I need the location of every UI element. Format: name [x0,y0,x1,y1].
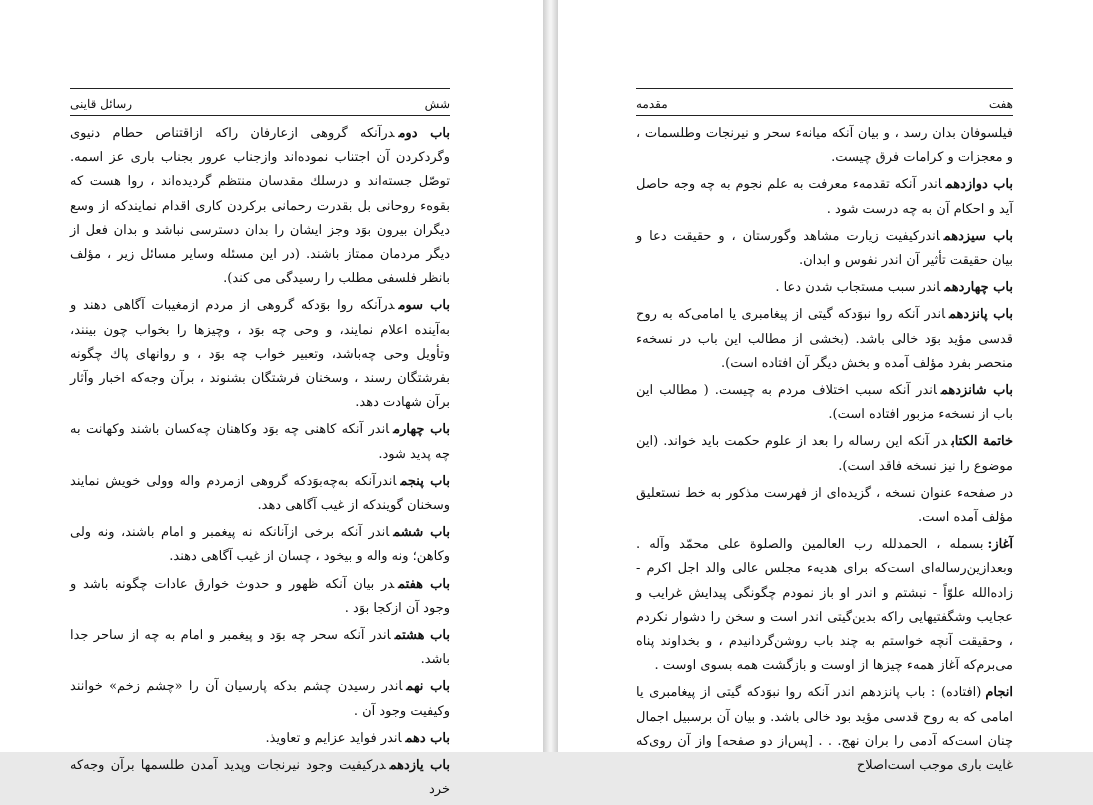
chapter-text: در بيان آنكه ظهور و حدوث خوارق عادات چگونه باشد و وجود آن ازكجا بوَد . [70,576,450,616]
chapter-heading: باب چهارم [393,422,450,438]
chapter-paragraph [70,573,450,621]
chapter-paragraph [70,624,450,672]
header-rule-top [70,88,450,89]
chapter-text: در صفحه‌ء عنوان نسخه ، گزيده‌اى از فهرست مذكور به خط نستعليق مؤلف آمده است. [636,485,1013,526]
chapter-paragraph [70,675,450,723]
header-rule-top [636,88,1013,89]
chapter-text: فيلسوفان بدان رسد ، و بيان آنكه ميانه‌ء سحر و نيرنجات وطلسمات ، و معجزات و كرامات فرق چيست. [636,126,1013,166]
left-page-body [70,122,450,805]
chapter-heading: باب هفتم [398,576,450,592]
right-page-header [636,86,1013,116]
chapter-heading: باب سوم [398,298,450,314]
chapter-heading: باب پانزدهم [949,307,1013,323]
chapter-text: اندر آنكه روا نبوَدكه گيتى از پيغامبرى يا امامى‌كه به روح قدسى مؤيد بوَد خالى باشد. (بخشى از مطالب اين باب در نسخه‌ء منحصر بفرد مؤلف آمده و بخش ديگر آن افتاده است). [636,307,1013,371]
chapter-text: اندر رسيدن چشم بدكه پارسيان آن را «چشم زخم» خوانند وكيفيت وجود آن . [70,679,450,719]
chapter-heading: باب شانزدهم [940,383,1013,399]
chapter-heading: آغاز: [987,537,1013,553]
right-page [558,0,1093,774]
chapter-heading: باب ششم [393,525,450,541]
chapter-heading: باب نهم [406,679,450,695]
chapter-paragraph [70,122,450,291]
chapter-text: اندر فوايد عزايم و تعاويذ. [265,730,402,746]
chapter-heading: باب هشتم [394,628,450,644]
right-page-body [636,122,1013,781]
chapter-paragraph [636,533,1013,678]
chapter-heading: باب دوازدهم [945,177,1013,193]
right-page-number: هفت [988,97,1013,111]
chapter-text: اندركيفيت زيارت مشاهد وگورستان ، و حقيقت دعا و بيان حقيقت تأثير آن اندر نفوس و ابدان. [636,228,1013,269]
chapter-paragraph [636,122,1013,170]
chapter-heading: باب پنجم [400,473,450,489]
chapter-paragraph [636,379,1013,427]
chapter-heading: باب يازدهم [389,758,450,774]
chapter-paragraph [70,418,450,466]
left-page [0,0,543,798]
chapter-heading: باب دهم [405,730,450,746]
chapter-paragraph [636,303,1013,376]
chapter-heading: باب چهاردهم [944,280,1013,296]
chapter-text: اندر آنكه تقدمه‌ء معرفت به علم نجوم به چه وجه حاصل آيد و احكام آن به چه درست شود . [636,177,1013,217]
chapter-text: در آنكه اين رساله را بعد از علوم حكمت بايد خواند. (اين موضوع را نيز نسخه فاقد است). [636,434,1013,474]
chapter-text: اندر آنكه سحر چه بوَد و پيغمبر و امام به چه از ساحر جدا باشد. [70,628,450,668]
chapter-text: اندر آنكه برخى ازآنانكه نه پيغمبر و امام باشند، ونه ولى وكاهن؛ ونه واله و بيخود ، چسان از غيب آگاهى دهند. [70,525,450,565]
chapter-paragraph [70,754,450,802]
chapter-paragraph [636,681,1013,778]
chapter-text: اندر آنكه سبب اختلاف مردم به چيست. ( مطالب اين باب از نسخه‌ء مزبور افتاده است). [636,383,1013,423]
chapter-text: (افتاده) : باب پانزدهم اندر آنكه روا نبوَدكه گيتى از پيغامبرى يا امامى كه به روح قدسى مؤيد بود خالى باشد. و بيان آن برسبيل اجمال چنان است‌كه آدمى را بران نهج. . . [پس‌از دو صفحه] واز آن روى‌كه غايت بارى موجب است‌اصلاح [636,685,1013,774]
chapter-heading: باب سيزدهم [943,228,1013,244]
chapter-paragraph [70,470,450,518]
chapter-text: بسمله ، الحمدلله رب العالمين والصلوة على محمّد وآله . وبعدازين‌رساله‌اى است‌كه براى هديه‌ء مجلس عالى والد اجل اكرم - زاده‌الله علوّاً - نبشتم و اندر او باز نمودم چگونگى پيدايش غرايب و عجايب وشگفتيهايى راكه بدين‌گيتى اندر است و سخن را دشوار نكردم ، وحقيقت آنچه خواستم به چند باب روشن‌گردانيدم ، و بخداوند پناه مى‌برم‌كه آغاز همه‌ء چيزها از اوست و بازگشت همه بسوى اوست . [636,537,1013,674]
chapter-paragraph [636,482,1013,530]
chapter-paragraph [636,430,1013,478]
chapter-paragraph [636,276,1013,300]
chapter-paragraph [636,225,1013,273]
right-running-title: مقدمه [636,97,668,111]
chapter-paragraph [70,521,450,569]
book-gutter [543,0,558,752]
header-rule-bottom [70,115,450,116]
chapter-heading: انجام [985,685,1013,701]
chapter-text: درآنكه گروهى ازعارفان راكه ازاقتناص حطام دنيوى وگردكردن آن اجتناب نموده‌اند وازجناب عرور بجناب بارى عز اسمه. توصّل جسته‌اند و درسلك مقدسان منتظم گرديده‌اند ، روا هست كه بقوه‌ء روحانى بل بقدرت رحمانى بركردن كارى اقدام نمايندكه از وسع ديگران بيرون بوَد وجز ايشان را بدان دسترسى نباشد و بدان فعل از ديگر مردمان ممتاز باشند. (در اين مسئله وساير مسائل زير ، مؤلف بانظر فلسفى مطلب را رسيدگى مى كند). [70,126,450,287]
chapter-paragraph [70,294,450,415]
left-page-number: شش [424,97,450,111]
chapter-text: اندرآنكه به‌چه‌بوَدكه گروهى ازمردم واله وولى خويش نمايند وسخنان گويندكه از غيب آگاهى دهد. [70,473,450,514]
chapter-paragraph [636,173,1013,221]
chapter-heading: باب دوم [398,126,450,141]
header-rule-bottom [636,115,1013,116]
chapter-heading: خاتمة الكتاب [951,434,1013,450]
left-running-title: رسائل قاينى [70,97,133,111]
chapter-paragraph [70,727,450,751]
chapter-text: اندر سبب مستجاب شدن دعا . [775,280,941,296]
chapter-text: دركيفيت وجود نيرنجات وپديد آمدن طلسمها برآن وجه‌كه خرد [70,758,450,798]
chapter-text: اندر آنكه كاهنى چه بوَد وكاهنان چه‌كسان باشند وكهانت به چه پديد شود. [70,422,450,462]
left-page-header [70,86,450,116]
chapter-text: درآنكه روا بوَدكه گروهى از مردم ازمغيبات آگاهى دهند و به‌آينده اعلام نمايند، و وحى چه بوَد ، وچيزها را بخواب چون بينند، وتأويل وحى چه‌باشد، وتعبير خواب چه بوَد ، و روانهاى پاك چگونه بفرشتگان رسند ، وسخنان فرشتگان بشنوند ، برآن وجه‌كه اخبار وآثار برآن شهادت دهد. [70,298,450,411]
